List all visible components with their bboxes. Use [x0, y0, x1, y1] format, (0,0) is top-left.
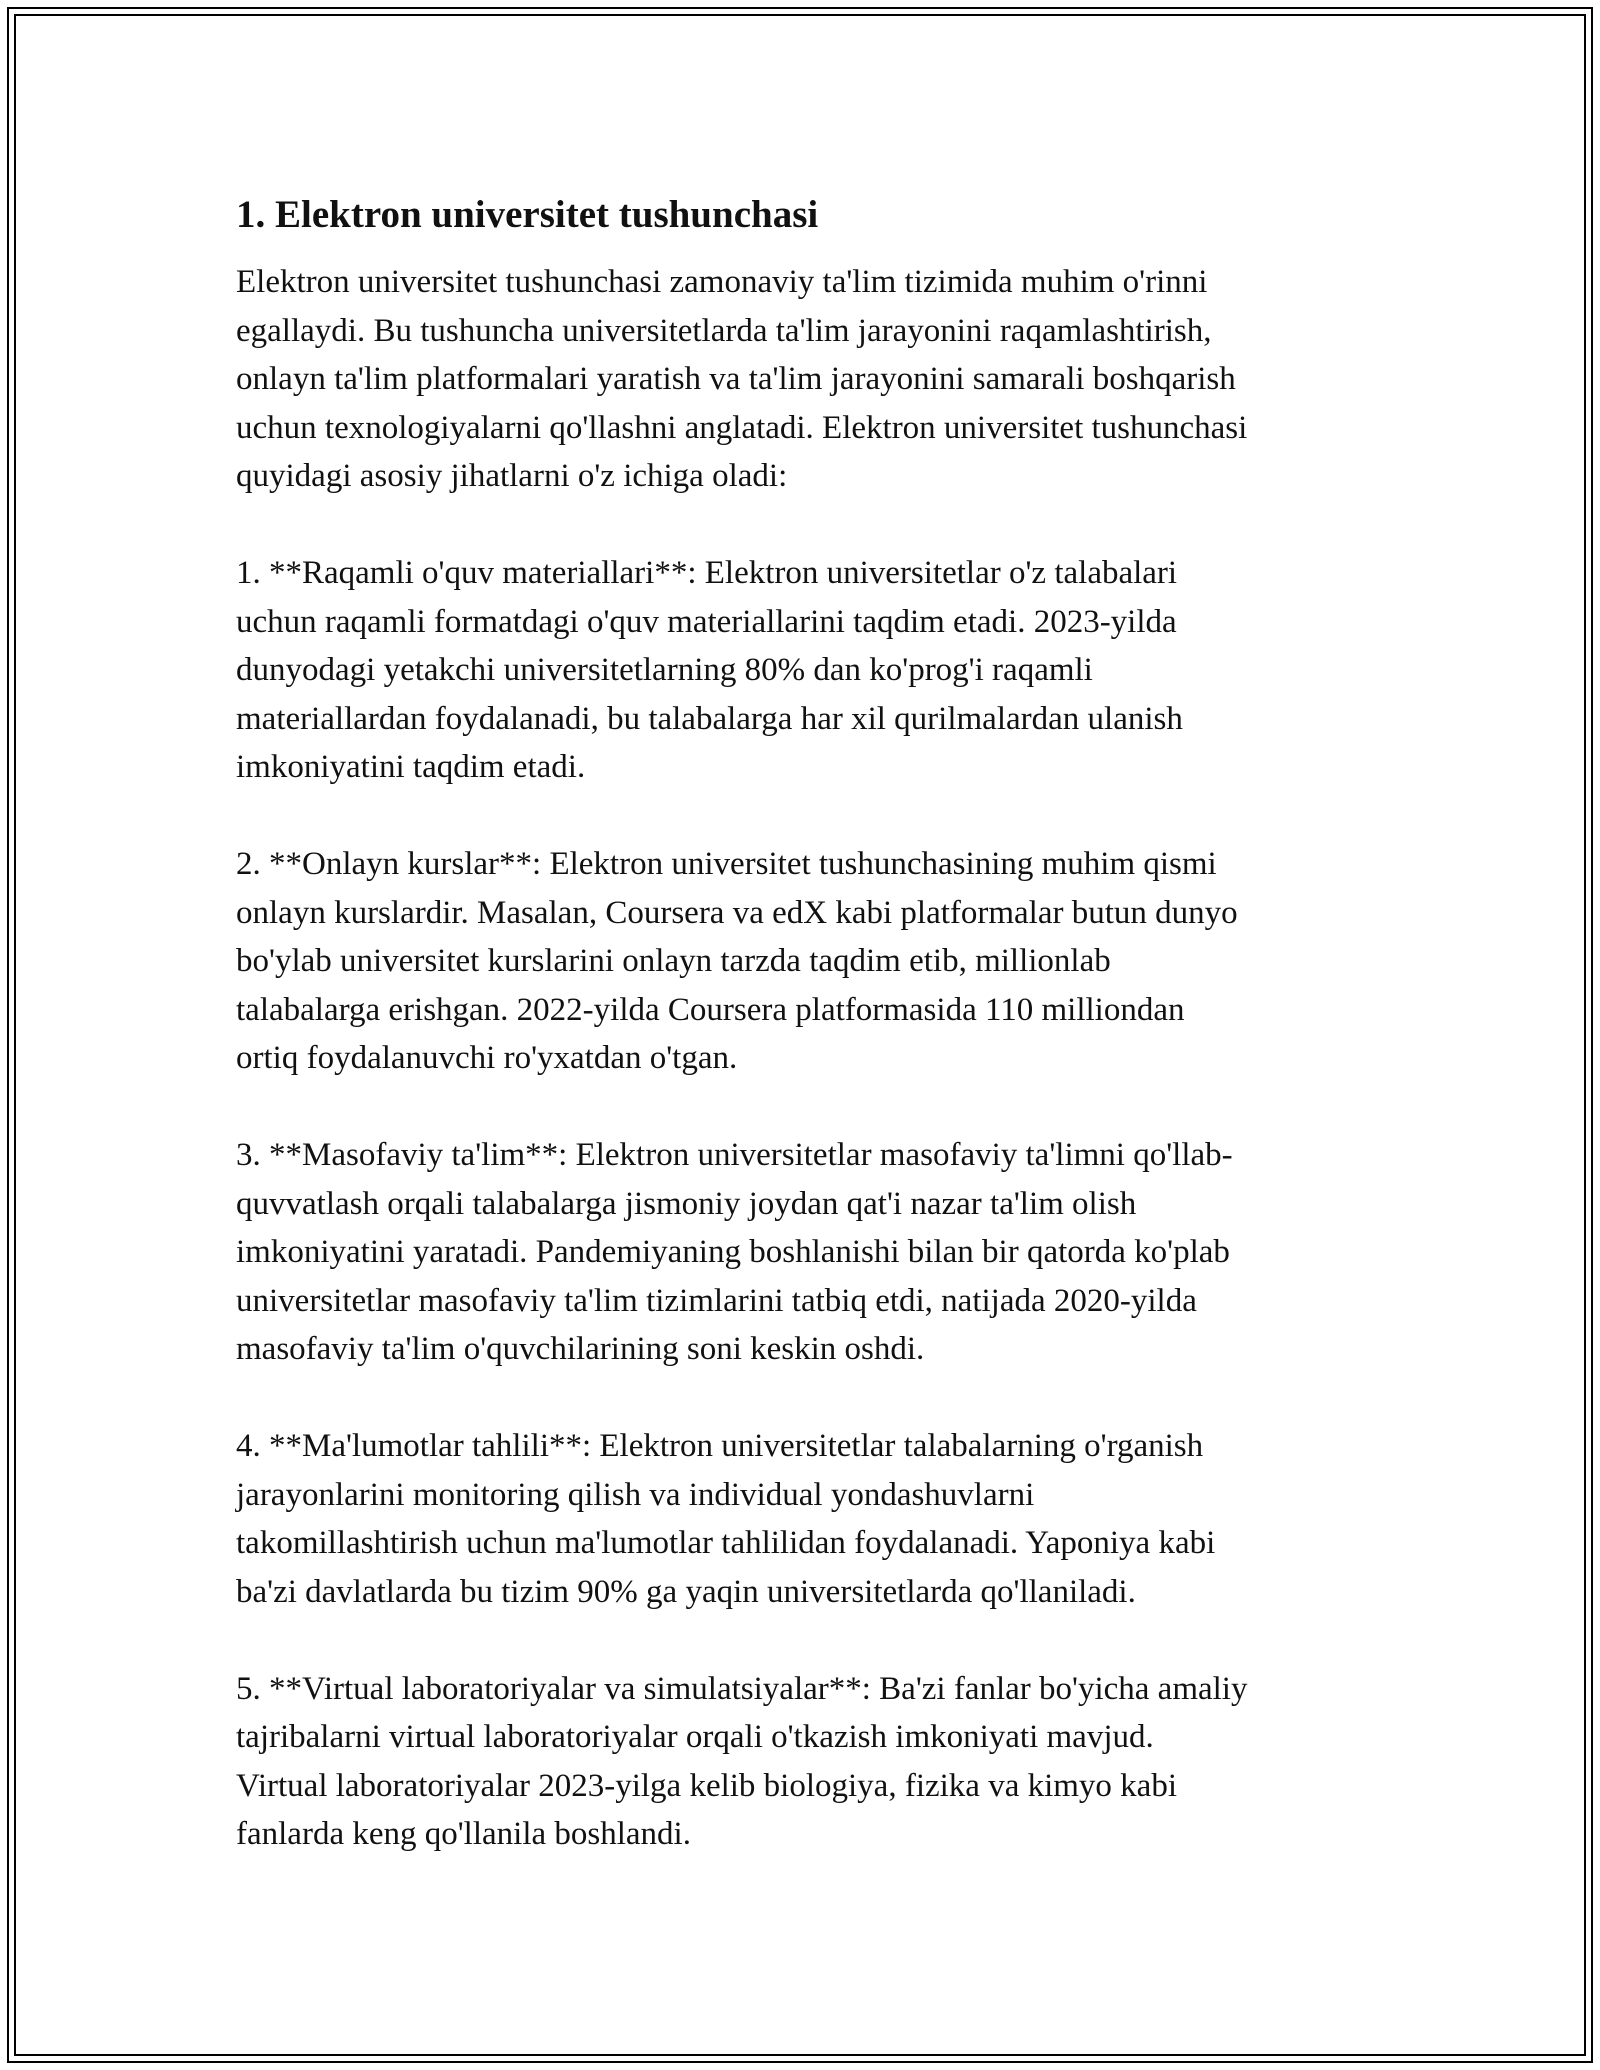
text-line: imkoniyatini yaratadi. Pandemiyaning boshlanishi bilan bir qatorda ko'plab [236, 1234, 1230, 1270]
text-line: 5. **Virtual laboratoriyalar va simulatsiyalar**: Ba'zi fanlar bo'yicha amaliy [236, 1670, 1248, 1707]
text-line: Virtual laboratoriyalar 2023-yilga kelib biologiya, fizika va kimyo kabi [236, 1767, 1177, 1804]
text-line: 1. **Raqamli o'quv materiallari**: Elektron universitetlar o'z talabalari [236, 555, 1178, 591]
text-line: onlayn kurslardir. Masalan, Coursera va edX kabi platformalar butun dunyo [236, 894, 1238, 931]
text-line: uchun texnologiyalarni qo'llashni anglatadi. Elektron universitet tushunchasi [236, 409, 1248, 446]
intro-paragraph [236, 258, 1376, 501]
text-line: ortiq foydalanuvchi ro'yxatdan o'tgan. [236, 1040, 738, 1076]
text-line: imkoniyatini taqdim etadi. [236, 749, 586, 785]
text-line: 4. **Ma'lumotlar tahlili**: Elektron universitetlar talabalarning o'rganish [236, 1428, 1204, 1464]
text-line: materiallardan foydalanadi, bu talabalarga har xil qurilmalardan ulanish [236, 700, 1183, 737]
text-line: quvvatlash orqali talabalarga jismoniy joydan qat'i nazar ta'lim olish [236, 1185, 1137, 1222]
text-line: dunyodagi yetakchi universitetlarning 80% dan ko'prog'i raqamli [236, 652, 1093, 688]
text-line: jarayonlarini monitoring qilish va individual yondashuvlarni [236, 1476, 1035, 1513]
text-line: fanlarda keng qo'llanila boshlandi. [236, 1816, 691, 1852]
section-title: 1. Elektron universitet tushunchasi [236, 193, 819, 236]
document-body [236, 190, 1376, 1859]
text-line: talabalarga erishgan. 2022-yilda Coursera platformasida 110 milliondan [236, 991, 1185, 1028]
text-line: tajribalarni virtual laboratoriyalar orqali o'tkazish imkoniyati mavjud. [236, 1719, 1154, 1755]
list-item-paragraph [236, 1422, 1376, 1616]
text-line: bo'ylab universitet kurslarini onlayn tarzda taqdim etib, millionlab [236, 943, 1111, 979]
text-line: Elektron universitet tushunchasi zamonaviy ta'lim tizimida muhim o'rinni [236, 264, 1208, 300]
text-line: quyidagi asosiy jihatlarni o'z ichiga oladi: [236, 458, 788, 494]
text-line: 2. **Onlayn kurslar**: Elektron universitet tushunchasining muhim qismi [236, 846, 1217, 882]
text-line: takomillashtirish uchun ma'lumotlar tahlilidan foydalanadi. Yaponiya kabi [236, 1525, 1216, 1561]
text-line: uchun raqamli formatdagi o'quv materiallarini taqdim etadi. 2023-yilda [236, 603, 1177, 640]
list-item-paragraph [236, 549, 1376, 792]
list-item-paragraph [236, 1131, 1376, 1374]
text-line: masofaviy ta'lim o'quvchilarining soni keskin oshdi. [236, 1331, 925, 1367]
paragraph-list [236, 258, 1376, 1859]
list-item-paragraph [236, 1665, 1376, 1859]
text-line: onlayn ta'lim platformalari yaratish va ta'lim jarayonini samarali boshqarish [236, 361, 1236, 397]
text-line: universitetlar masofaviy ta'lim tizimlarini tatbiq etdi, natijada 2020-yilda [236, 1282, 1197, 1319]
text-line: 3. **Masofaviy ta'lim**: Elektron universitetlar masofaviy ta'limni qo'llab- [236, 1137, 1233, 1173]
text-line: ba'zi davlatlarda bu tizim 90% ga yaqin universitetlarda qo'llaniladi. [236, 1573, 1136, 1610]
text-line: egallaydi. Bu tushuncha universitetlarda ta'lim jarayonini raqamlashtirish, [236, 312, 1212, 349]
list-item-paragraph [236, 840, 1376, 1083]
